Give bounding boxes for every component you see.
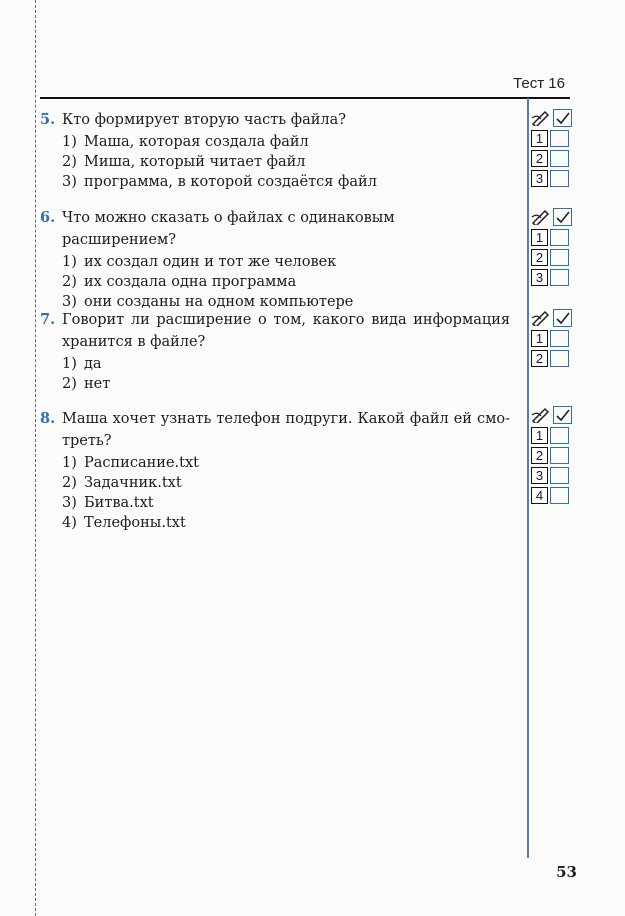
page-number: 53 xyxy=(556,863,577,881)
option-4: 4) Телефоны.txt xyxy=(62,515,186,531)
options-list xyxy=(62,252,510,312)
options-list xyxy=(62,354,510,394)
option-3: 3) программа, в которой создаётся файл xyxy=(62,174,377,190)
option-2: 2) нет xyxy=(62,376,111,392)
question-number: 6. xyxy=(40,209,56,226)
answer-number: 3 xyxy=(531,467,548,484)
dashed-cut-line xyxy=(35,0,36,916)
answer-column-divider xyxy=(527,98,529,858)
question-text xyxy=(62,408,510,452)
answer-number: 1 xyxy=(531,330,548,347)
question-number: 5. xyxy=(40,111,56,128)
answer-box-3[interactable] xyxy=(550,170,569,187)
option-3: 3) Битва.txt xyxy=(62,495,154,511)
answer-box-2[interactable] xyxy=(550,150,569,167)
question-5 xyxy=(40,109,510,192)
answer-box-2[interactable] xyxy=(550,447,569,464)
answer-number: 2 xyxy=(531,447,548,464)
option-3: 3) они созданы на одном компьютере xyxy=(62,294,354,310)
answer-number: 3 xyxy=(531,170,548,187)
answer-check-box[interactable] xyxy=(553,109,572,127)
answer-boxes-q6 xyxy=(531,207,572,287)
answer-boxes-q7 xyxy=(531,308,572,368)
option-1: 1) их создал один и тот же человек xyxy=(62,254,337,270)
checkmark-icon xyxy=(556,112,570,125)
test-title: Тест 16 xyxy=(513,75,565,92)
checkmark-icon xyxy=(556,211,570,224)
answer-number: 1 xyxy=(531,427,548,444)
question-text-line-2: хранится в файле? xyxy=(62,334,206,350)
question-8 xyxy=(40,408,510,533)
pencil-icon xyxy=(531,310,551,326)
answer-number: 4 xyxy=(531,487,548,504)
answer-box-2[interactable] xyxy=(550,350,569,367)
answer-boxes-q8 xyxy=(531,405,572,505)
pencil-icon xyxy=(531,407,551,423)
question-number: 8. xyxy=(40,410,56,427)
answer-box-3[interactable] xyxy=(550,269,569,286)
question-text-line-2: треть? xyxy=(62,433,112,449)
option-2: 2) Миша, который читает файл xyxy=(62,154,306,170)
answer-box-1[interactable] xyxy=(550,330,569,347)
checkmark-icon xyxy=(556,409,570,422)
answer-number: 2 xyxy=(531,350,548,367)
question-text-line-1: Маша хочет узнать телефон подруги. Какой файл ей смо- xyxy=(62,411,510,427)
answer-boxes-q5 xyxy=(531,108,572,188)
options-list xyxy=(62,132,510,192)
answer-box-1[interactable] xyxy=(550,427,569,444)
answer-number: 1 xyxy=(531,130,548,147)
answer-box-2[interactable] xyxy=(550,249,569,266)
answer-box-4[interactable] xyxy=(550,487,569,504)
option-1: 1) Маша, которая создала файл xyxy=(62,134,309,150)
question-number: 7. xyxy=(40,311,56,328)
pencil-icon xyxy=(531,209,551,225)
option-1: 1) да xyxy=(62,356,102,372)
answer-number: 1 xyxy=(531,229,548,246)
option-2: 2) их создала одна программа xyxy=(62,274,297,290)
answer-box-1[interactable] xyxy=(550,130,569,147)
checkmark-icon xyxy=(556,312,570,325)
question-text: Кто формирует вторую часть файла? xyxy=(62,112,347,128)
answer-number: 2 xyxy=(531,150,548,167)
question-7 xyxy=(40,309,510,394)
option-1: 1) Расписание.txt xyxy=(62,455,199,471)
options-list xyxy=(62,453,510,533)
answer-check-box[interactable] xyxy=(553,309,572,327)
question-6 xyxy=(40,207,510,312)
option-2: 2) Задачник.txt xyxy=(62,475,182,491)
answer-number: 2 xyxy=(531,249,548,266)
answer-check-box[interactable] xyxy=(553,406,572,424)
answer-box-3[interactable] xyxy=(550,467,569,484)
header-rule xyxy=(40,97,570,99)
question-text-line-1: Говорит ли расширение о том, какого вида информация xyxy=(62,312,510,328)
answer-number: 3 xyxy=(531,269,548,286)
pencil-icon xyxy=(531,110,551,126)
question-text xyxy=(62,309,510,353)
answer-box-1[interactable] xyxy=(550,229,569,246)
question-text: Что можно сказать о файлах с одинаковым расширением? xyxy=(62,210,395,248)
answer-check-box[interactable] xyxy=(553,208,572,226)
